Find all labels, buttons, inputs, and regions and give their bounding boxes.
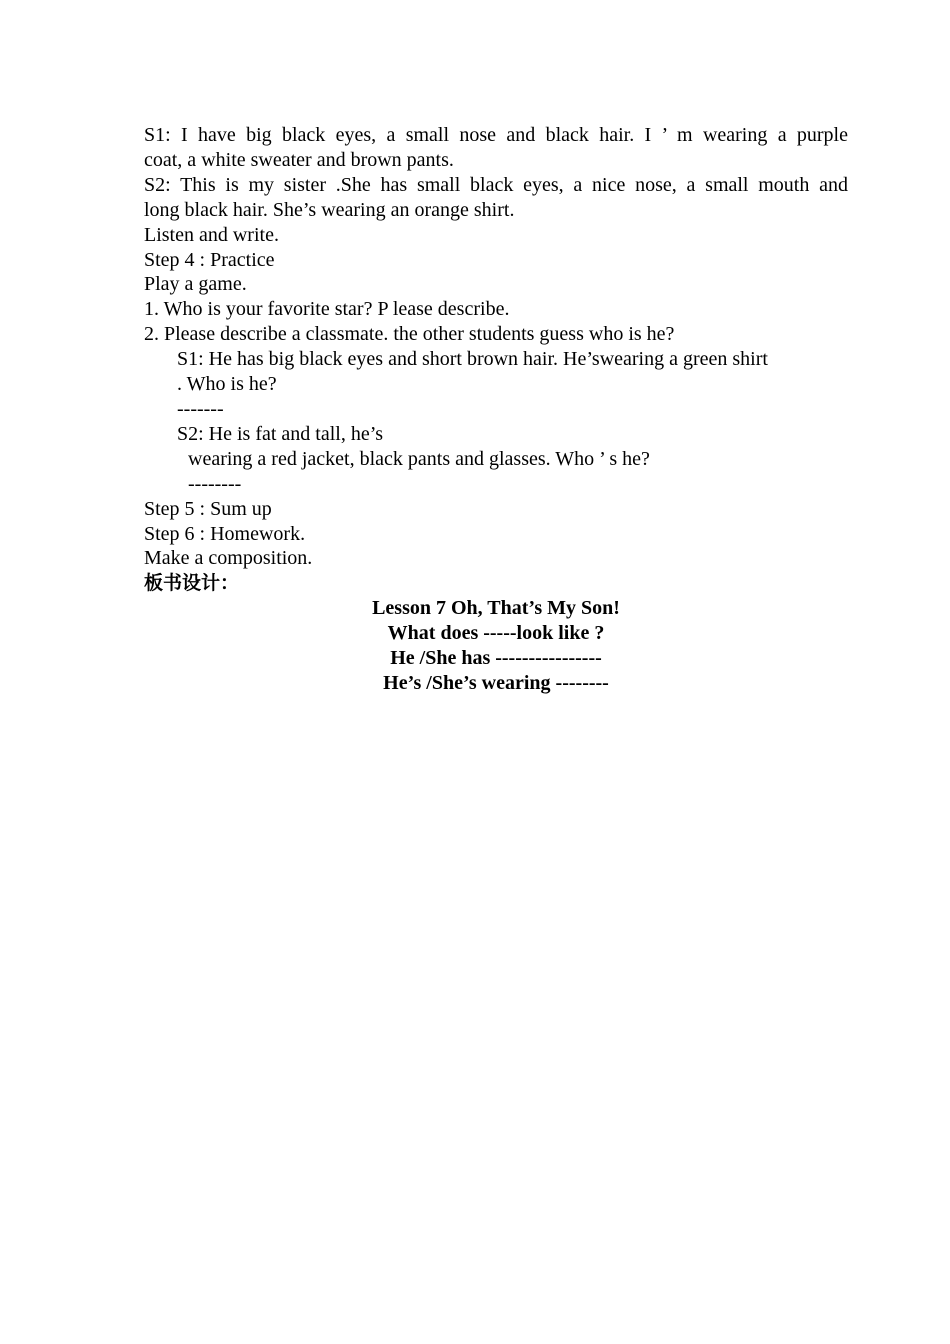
- board-has-line: He /She has ----------------: [390, 647, 602, 670]
- example-s2-dashes: --------: [188, 472, 242, 495]
- play-game-text: Play a game.: [144, 273, 247, 296]
- instruction-listen-write: Listen and write.: [144, 223, 279, 246]
- example-s1-line1: S1: He has big black eyes and short brown hair. He’swearing a green shirt: [177, 348, 768, 371]
- board-wearing-line: He’s /She’s wearing --------: [383, 671, 609, 694]
- example-s1-line2: . Who is he?: [177, 373, 277, 396]
- step-6-heading: Step 6 : Homework.: [144, 522, 306, 545]
- task-2-text: 2. Please describe a classmate. the other students guess who is he?: [144, 323, 675, 346]
- example-s2-line2: wearing a red jacket, black pants and glasses. Who ’ s he?: [188, 447, 650, 470]
- dialogue-s2-line1: S2: This is my sister .She has small black eyes, a nice nose, a small mouth and: [144, 173, 848, 196]
- step-5-heading: Step 5 : Sum up: [144, 497, 272, 520]
- blackboard-design: [144, 596, 848, 696]
- dialogue-s1-line1: S1: I have big black eyes, a small nose and black hair. I ’ m wearing a purple: [144, 124, 848, 146]
- board-title: Lesson 7 Oh, That’s My Son!: [372, 597, 620, 620]
- document-page: [144, 123, 848, 696]
- task-1-text: 1. Who is your favorite star? P lease describe.: [144, 298, 510, 321]
- homework-text: Make a composition.: [144, 547, 313, 570]
- step-4-heading: Step 4 : Practice: [144, 248, 275, 271]
- board-question: What does -----look like ?: [387, 622, 605, 645]
- dialogue-s1-line2: coat, a white sweater and brown pants.: [144, 148, 454, 171]
- example-s1-dashes: -------: [177, 397, 224, 420]
- dialogue-s2-line2: long black hair. She’s wearing an orange shirt.: [144, 198, 515, 221]
- board-design-heading: 板书设计：: [144, 572, 240, 595]
- example-s2-line1: S2: He is fat and tall, he’s: [177, 422, 384, 445]
